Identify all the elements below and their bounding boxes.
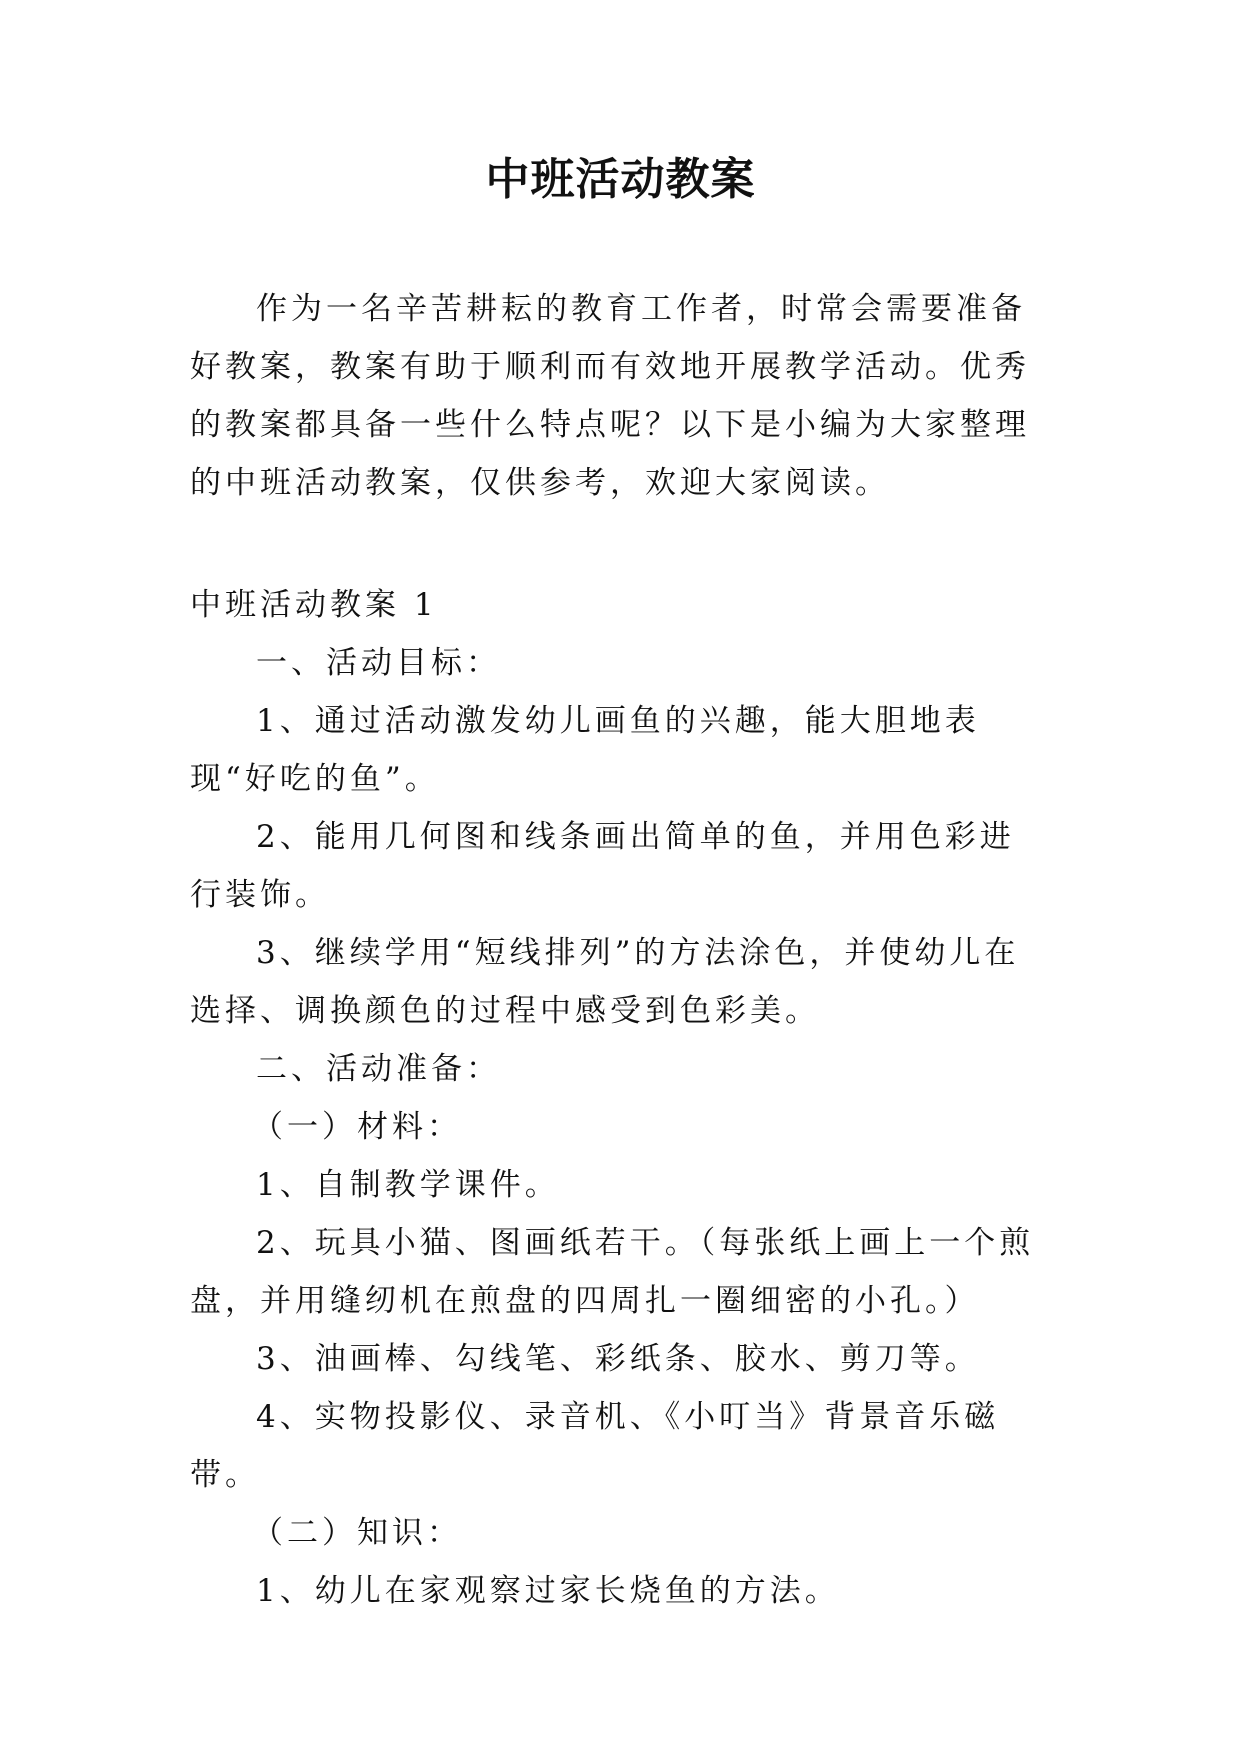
goal-item-1: 1、通过活动激发幼儿画鱼的兴趣，能大胆地表现“好吃的鱼”。	[190, 703, 980, 797]
material-item-4: 4、实物投影仪、录音机、《小叮当》背景音乐磁带。	[190, 1399, 1000, 1493]
section-heading: 中班活动教案 1	[190, 587, 438, 623]
material-item-3: 3、油画棒、勾线笔、彩纸条、胶水、剪刀等。	[256, 1341, 980, 1377]
lesson-plan-content	[190, 576, 1048, 1620]
goal-item-3: 3、继续学用“短线排列”的方法涂色，并使幼儿在选择、调换颜色的过程中感受到色彩美。	[190, 935, 1020, 1029]
material-item-2: 2、玩具小猫、图画纸若干。（每张纸上画上一个煎盘，并用缝纫机在煎盘的四周扎一圈细密的小孔。）	[190, 1225, 1035, 1319]
subheading-materials: （一）材料：	[252, 1109, 462, 1145]
intro-paragraph: 作为一名辛苦耕耘的教育工作者，时常会需要准备好教案，教案有助于顺利而有效地开展教学活动。优秀的教案都具备一些什么特点呢？以下是小编为大家整理的中班活动教案，仅供参考，欢迎大家阅读。	[190, 291, 1030, 501]
material-item-1: 1、自制教学课件。	[256, 1167, 560, 1203]
subheading-knowledge: （二）知识：	[252, 1515, 462, 1551]
heading-activity-goals: 一、活动目标：	[256, 645, 501, 681]
goal-item-2: 2、能用几何图和线条画出简单的鱼，并用色彩进行装饰。	[190, 819, 1015, 913]
knowledge-item-1: 1、幼儿在家观察过家长烧鱼的方法。	[256, 1573, 840, 1609]
document-title: 中班活动教案	[485, 154, 756, 205]
heading-activity-preparation: 二、活动准备：	[256, 1051, 501, 1087]
